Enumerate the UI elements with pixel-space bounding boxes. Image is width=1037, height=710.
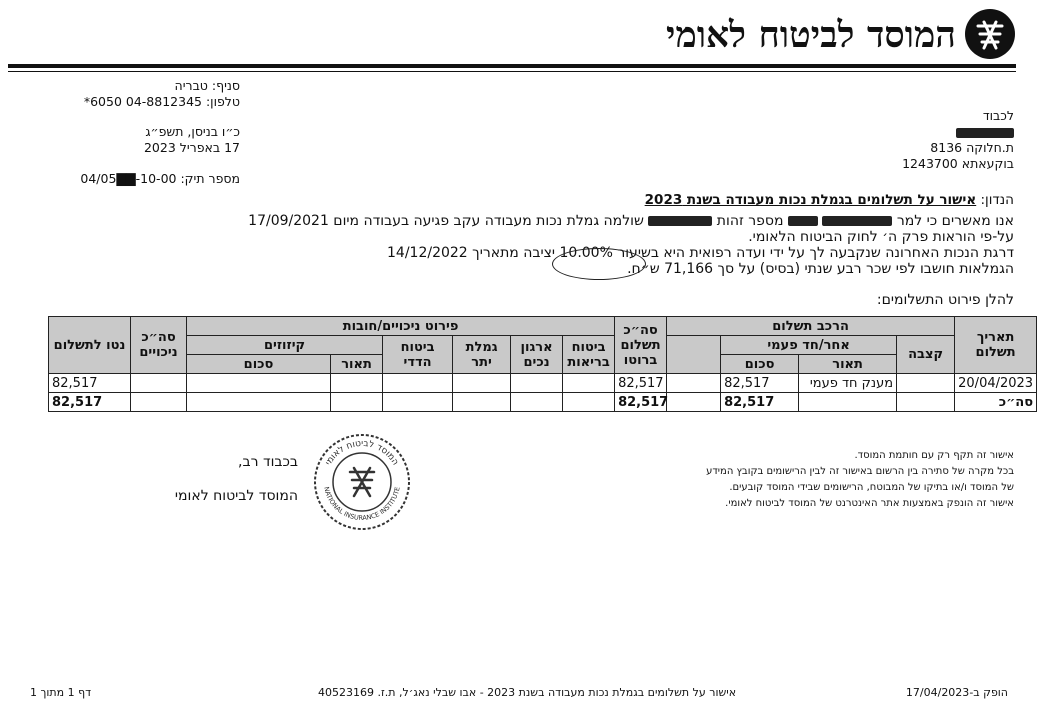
cell-date: 20/04/2023: [955, 374, 1037, 393]
cell-empty: [131, 374, 187, 393]
recipient-postal-line: [814, 140, 1014, 156]
cell-empty: [187, 374, 331, 393]
cell-empty: [667, 374, 721, 393]
th-offset-amount: סכום: [187, 355, 331, 374]
cell-empty: [131, 393, 187, 412]
redacted-name-2: [788, 216, 818, 226]
th-payment-composition: הרכב תשלום: [667, 317, 955, 336]
th-net: נטו לתשלום: [49, 317, 131, 374]
th-payment-date: תאריך תשלום: [955, 317, 1037, 374]
body-line-4: הגמלאות חושבו לפי שכר רבע שנתי (בסיס) על סך 71,166 ש״ח.: [627, 261, 1014, 277]
cell-allowance: [897, 374, 955, 393]
legal-notes: [654, 448, 1014, 512]
th-offset-description: תאור: [331, 355, 383, 374]
th-amount: סכום: [721, 355, 799, 374]
table-total-row: [49, 393, 1037, 412]
recipient-address: [814, 108, 1014, 172]
th-mutual-insurance: ביטוח הדדי: [383, 336, 453, 374]
recipient-name-redacted: [814, 124, 1014, 140]
footer-document-info: אישור על תשלומים בגמלת נכות מעבודה בשנת 2023 - אבו שבלי נאג׳ל, ת.ז. 40523169: [318, 686, 737, 699]
redacted-name: [822, 216, 892, 226]
cell-empty: [897, 393, 955, 412]
cell-total-net: 82,517: [49, 393, 131, 412]
cell-empty: [453, 393, 511, 412]
cell-empty: [383, 393, 453, 412]
footer-page-number: דף 1 מתוך 1: [30, 686, 92, 699]
th-other-one-time: אחר/חד פעמי: [721, 336, 897, 355]
hebrew-date: כ״ו בניסן, תשפ״ג: [145, 124, 240, 139]
organization-title: המוסד לביטוח לאומי: [666, 14, 956, 56]
th-health-insurance: ביטוח בריאות: [563, 336, 615, 374]
recipient-postal-code: 8136: [930, 140, 963, 155]
stamp-text-bottom: NATIONAL INSURANCE INSTITUTE: [322, 486, 402, 523]
th-spacer: [667, 336, 721, 374]
cell-empty: [187, 393, 331, 412]
sign-off-org: המוסד לביטוח לאומי: [174, 488, 298, 504]
cell-empty: [667, 393, 721, 412]
cell-total-label: סה״כ: [955, 393, 1037, 412]
subject-text: אישור על תשלומים בגמלת נכות מעבודה בשנת 2023: [644, 192, 977, 208]
recipient-postal-prefix: ת.חלוקה: [966, 140, 1014, 155]
legal-note: של המוסד ו/או בתיקו של המבוטח, הרישומים שבידי המוסד קובעים.: [729, 482, 1014, 493]
legal-note: אישור זה הונפק באמצעות אתר האינטרנט של המוסד לביטוח לאומי.: [725, 498, 1014, 509]
cell-empty: [331, 393, 383, 412]
file-number-value: 10-00-▇▇04/05: [80, 171, 177, 186]
cell-empty: [563, 393, 615, 412]
cell-empty: [331, 374, 383, 393]
th-deductions: פירוט ניכויים/חובות: [187, 317, 615, 336]
th-allowance: קצבה: [897, 336, 955, 374]
sign-off-regards: בכבוד רב,: [238, 454, 298, 470]
cell-total-amount: 82,517: [721, 393, 799, 412]
header-rule-thin: [8, 71, 1016, 72]
sign-off: [158, 452, 298, 506]
th-disabled-org: ארגון נכים: [511, 336, 563, 374]
body-line-1: [194, 213, 1014, 229]
cell-description: מענק חד פעמי: [799, 374, 897, 393]
payments-table: [48, 316, 1037, 412]
letter-date: [100, 124, 240, 156]
cell-net: 82,517: [49, 374, 131, 393]
cell-empty: [563, 374, 615, 393]
body-line-1-end: שולמה גמלת נכות מעבודה עקב פגיעה בעבודה מיום 17/09/2021: [248, 213, 644, 229]
legal-note: אישור זה תקף רק עם חותמת המוסד.: [854, 450, 1014, 461]
th-description: תאור: [799, 355, 897, 374]
recipient-greeting: לכבוד: [982, 108, 1014, 123]
branch-phone: טלפון: 04-8812345 6050*: [83, 94, 240, 109]
redacted-id: [648, 216, 712, 226]
body-line-1-mid: מספר זהות: [716, 213, 784, 229]
th-total-deductions: סה״כ ניכויים: [131, 317, 187, 374]
cell-empty: [453, 374, 511, 393]
cell-empty: [511, 393, 563, 412]
th-gross-total: סה״כ תשלום ברוטו: [615, 317, 667, 374]
gregorian-date: 17 באפריל 2023: [143, 140, 240, 155]
cell-gross: 82,517: [615, 374, 667, 393]
body-line-2: על-פי הוראות פרק ה׳ לחוק הביטוח הלאומי.: [748, 229, 1014, 245]
handwritten-circle: [552, 248, 646, 280]
branch-info: [83, 78, 240, 110]
file-number: [80, 171, 240, 187]
footer-issued-date: הופק ב-17/04/2023: [905, 686, 1008, 699]
branch-name: סניף: טבריה: [174, 78, 240, 93]
payments-details-label: להלן פירוט התשלומים:: [876, 292, 1014, 308]
header-rule-thick: [8, 64, 1016, 68]
cell-amount: 82,517: [721, 374, 799, 393]
file-number-label: מספר תיק:: [180, 171, 240, 186]
subject-line: [154, 192, 1014, 208]
th-offsets: קיזוזים: [187, 336, 383, 355]
body-line-1-start: אנו מאשרים כי למר: [896, 213, 1014, 229]
body-line-3: דרגת הנכות האחרונה שנקבעה לך על ידי ועדה רפואית היא בשיעור 10.00% יציבה מתאריך 14/12/2022: [387, 245, 1014, 261]
table-row: [49, 374, 1037, 393]
th-excess-benefit: גמלת יתר: [453, 336, 511, 374]
cell-empty: [799, 393, 897, 412]
cell-total-gross: 82,517: [615, 393, 667, 412]
subject-prefix: הנדון:: [980, 192, 1014, 208]
cell-empty: [383, 374, 453, 393]
nii-logo-icon: [964, 8, 1016, 60]
legal-note: בכל מקרה של סתירה בין הרשום באישור זה לבין הרישומים בקובץ המידע: [706, 466, 1014, 477]
cell-empty: [511, 374, 563, 393]
stamp-text-top: המוסד לביטוח לאומי: [323, 438, 401, 468]
institution-stamp-icon: [312, 432, 412, 532]
recipient-city: בוקעאתא 1243700: [902, 156, 1014, 171]
